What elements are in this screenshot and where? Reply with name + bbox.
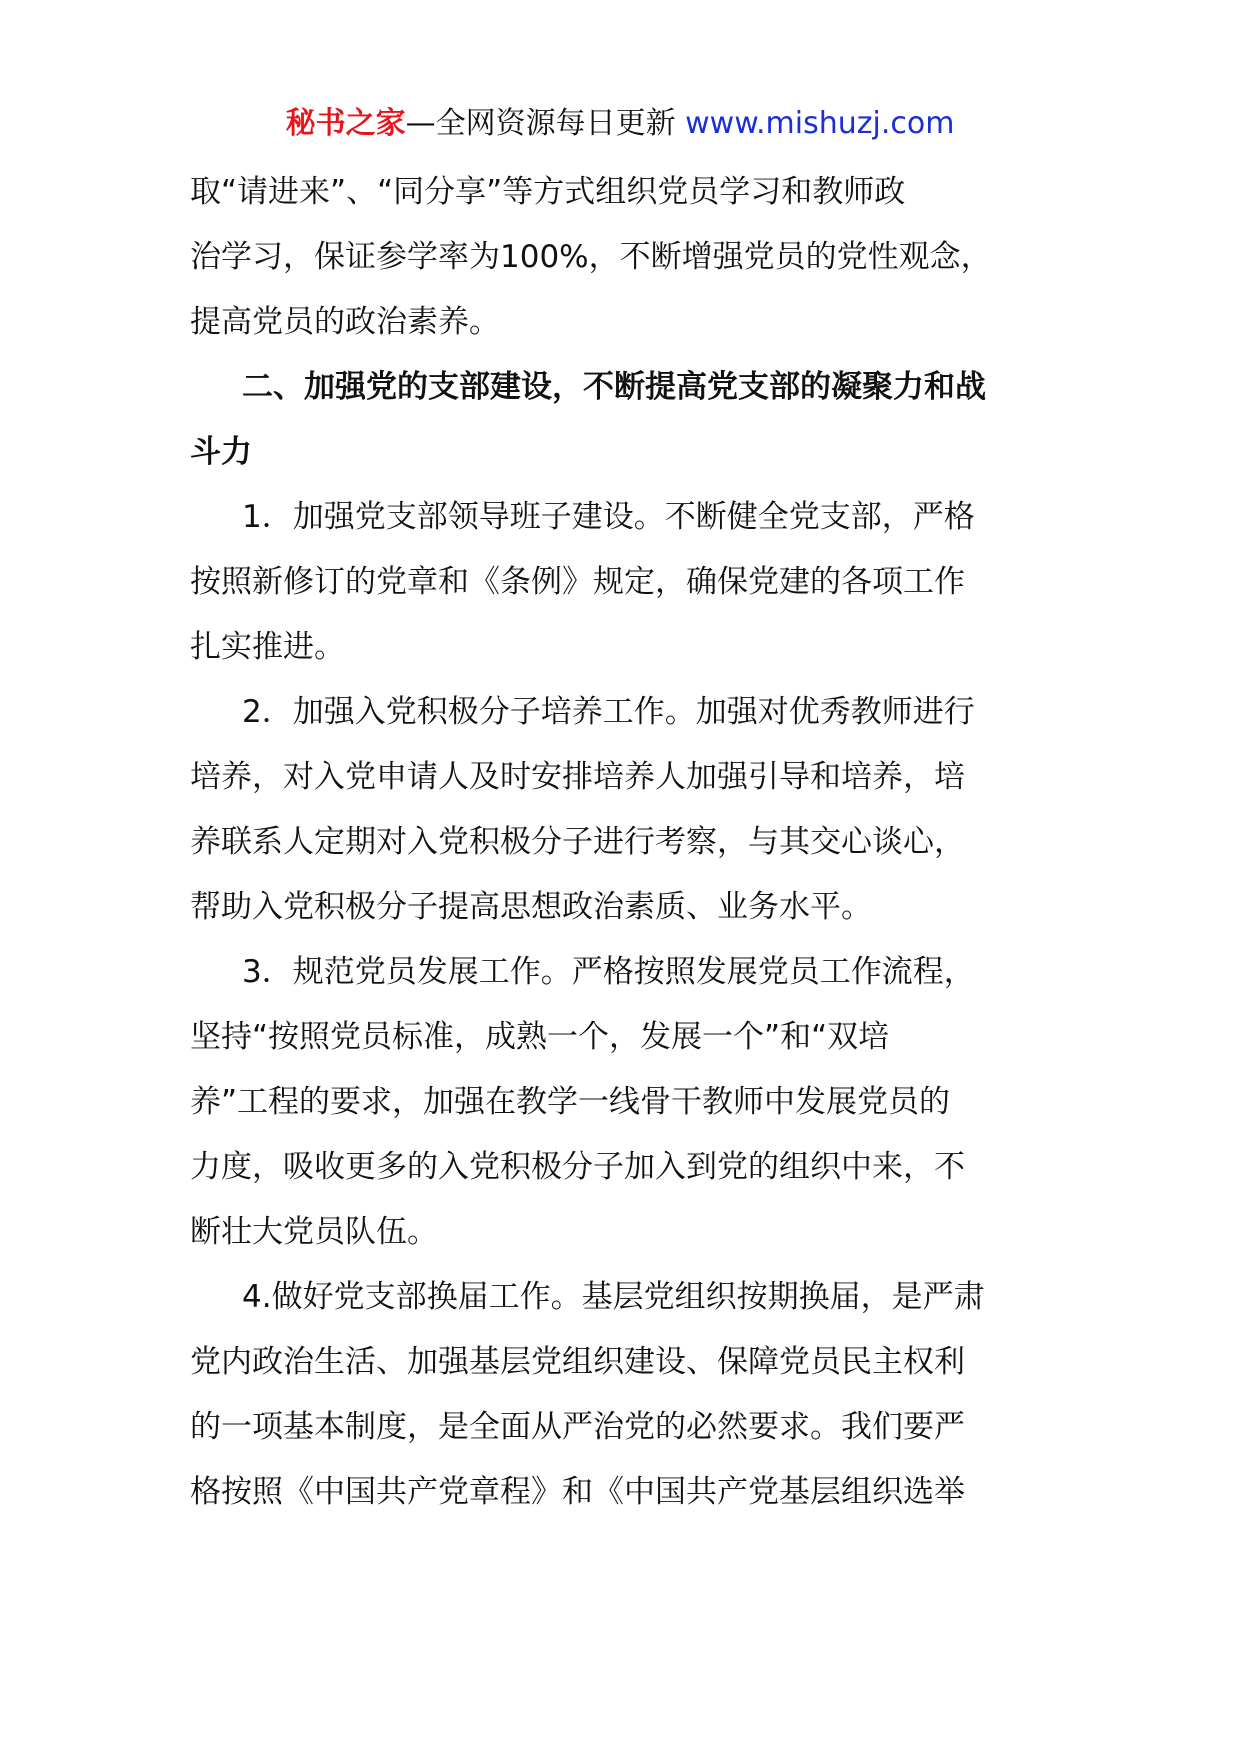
section-heading-line: 二、加强党的支部建设，不断提高党支部的凝聚力和战 [242, 369, 986, 405]
section-heading-line: 斗力 [190, 434, 252, 470]
paragraph-line: 4.做好党支部换届工作。基层党组织按期换届，是严肃 [242, 1279, 985, 1315]
page-header [0, 104, 1240, 144]
paragraph-line: 3．规范党员发展工作。严格按照发展党员工作流程， [242, 954, 975, 990]
paragraph-line: 2．加强入党积极分子培养工作。加强对优秀教师进行 [242, 694, 975, 730]
document-body [190, 160, 1070, 1525]
paragraph-line: 扎实推进。 [190, 629, 345, 665]
paragraph-line: 帮助入党积极分子提高思想政治素质、业务水平。 [190, 889, 872, 925]
paragraph-line: 力度，吸收更多的入党积极分子加入到党的组织中来，不 [190, 1149, 965, 1185]
paragraph-line: 断壮大党员队伍。 [190, 1214, 438, 1250]
paragraph-line: 养”工程的要求，加强在教学一线骨干教师中发展党员的 [190, 1084, 951, 1120]
paragraph-line: 党内政治生活、加强基层党组织建设、保障党员民主权利 [190, 1344, 965, 1380]
paragraph-line: 坚持“按照党员标准，成熟一个，发展一个”和“双培 [190, 1019, 890, 1055]
header-tagline: —全网资源每日更新 [405, 106, 676, 141]
paragraph-line: 1．加强党支部领导班子建设。不断健全党支部，严格 [242, 499, 975, 535]
paragraph-line: 提高党员的政治素养。 [190, 304, 500, 340]
paragraph-line: 治学习，保证参学率为100%，不断增强党员的党性观念， [190, 239, 992, 275]
paragraph-line: 培养，对入党申请人及时安排培养人加强引导和培养，培 [190, 759, 965, 795]
paragraph-line: 格按照《中国共产党章程》和《中国共产党基层组织选举 [190, 1474, 965, 1510]
site-url-link[interactable]: www.mishuzj.com [685, 106, 955, 141]
paragraph-line: 按照新修订的党章和《条例》规定，确保党建的各项工作 [190, 564, 965, 600]
paragraph-line: 的一项基本制度，是全面从严治党的必然要求。我们要严 [190, 1409, 965, 1445]
brand-name: 秘书之家 [285, 106, 406, 141]
paragraph-line: 养联系人定期对入党积极分子进行考察，与其交心谈心， [190, 824, 965, 860]
paragraph-line: 取“请进来”、“同分享”等方式组织党员学习和教师政 [190, 174, 906, 210]
